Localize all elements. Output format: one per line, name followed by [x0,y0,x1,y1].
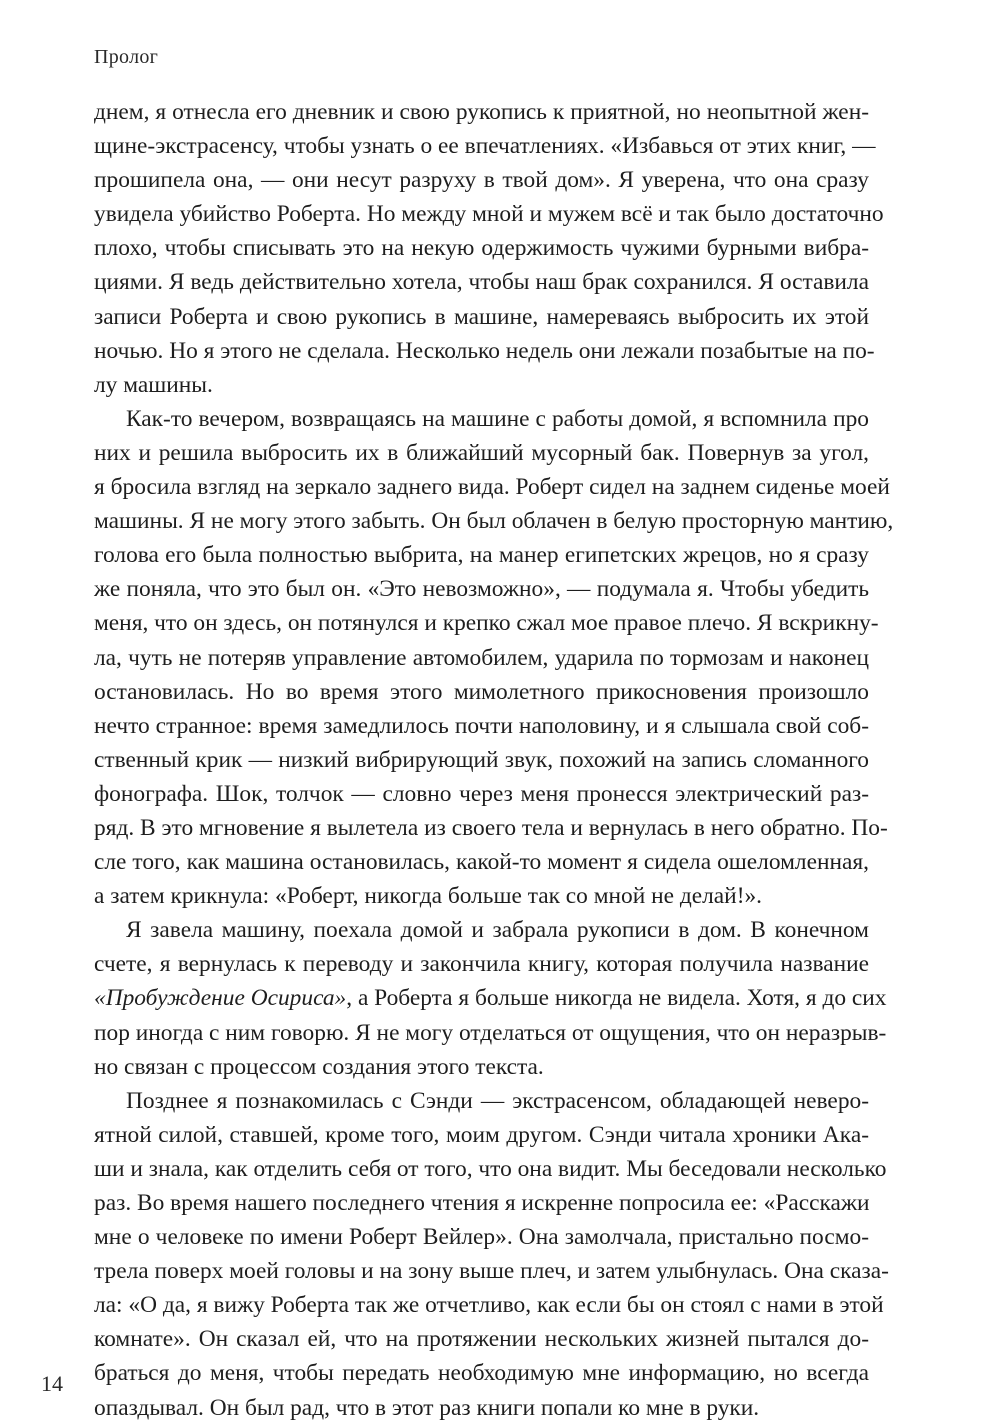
text-line: ряд. В это мгновение я вылетела из своего тела и вернулась в него обратно. По- [94,814,888,841]
page-number: 14 [41,1371,63,1396]
body-text [94,95,894,1425]
text-line: машины. Я не могу этого забыть. Он был облачен в белую просторную мантию, [94,508,894,535]
paragraph [94,95,884,402]
text-line: ятной силой, ставшей, кроме того, моим другом. Сэнди читала хроники Ака- [94,1121,869,1148]
paragraph [94,1084,889,1425]
text-line: ши и знала, как отделить себя от того, что она видит. Мы беседовали несколько [94,1155,887,1182]
text-line: записи Роберта и свою рукопись в машине, намереваясь выбросить их этой [94,303,869,330]
text-line: Я завела машину, поехала домой и забрала рукописи в дом. В конечном [126,917,869,944]
paragraph [94,402,894,913]
text-line: щине-экстрасенсу, чтобы узнать о ее впечатлениях. «Избавься от этих книг, — [94,133,876,160]
text-line: но связан с процессом создания этого текста. [94,1053,544,1080]
text-line: Позднее я познакомилась с Сэнди — экстрасенсом, обладающей неверо- [126,1087,869,1114]
text-line: них и решила выбросить их в ближайший мусорный бак. Повернув за угол, [94,439,869,466]
text-line: остановилась. Но во время этого мимолетного прикосновения произошло [94,678,869,705]
text-line: увидела убийство Роберта. Но между мной и мужем всё и так было достаточно [94,201,884,228]
running-head: Пролог [94,46,159,68]
text-line: я бросила взгляд на зеркало заднего вида. Роберт сидел на заднем сиденье моей [94,474,890,501]
text-line: Как-то вечером, возвращаясь на машине с работы домой, я вспомнила про [126,405,869,432]
text-line: меня, что он здесь, он потянулся и крепко сжал мое правое плечо. Я вскрикну- [94,610,879,637]
text-line: «Пробуждение Осириса», а Роберта я больше никогда не видела. Хотя, я до сих [94,985,887,1012]
text-line: опаздывал. Он был рад, что в этот раз книги попали ко мне в руки. [94,1394,760,1421]
text-line: прошипела она, — они несут разруху в твой дом». Я уверена, что она сразу [94,167,869,194]
text-line: ла: «О да, я вижу Роберта так же отчетливо, как если бы он стоял с нами в этой [94,1292,884,1319]
text-line: ночью. Но я этого не сделала. Несколько недель они лежали позабытые на по- [94,337,875,364]
text-line: нечто странное: время замедлилось почти наполовину, и я слышала свой соб- [94,712,869,739]
text-line: браться до меня, чтобы передать необходимую мне информацию, но всегда [94,1360,869,1387]
text-line: фонографа. Шок, толчок — словно через меня пронесся электрический раз- [94,780,869,807]
text-line: а затем крикнула: «Роберт, никогда больше так со мной не делай!». [94,883,763,910]
text-line: счете, я вернулась к переводу и закончила книгу, которая получила название [94,951,869,978]
text-line: мне о человеке по имени Роберт Вейлер». Она замолчала, пристально посмо- [94,1224,869,1251]
text-line: трела поверх моей головы и на зону выше плеч, и затем улыбнулась. Она сказа- [94,1258,889,1285]
paragraph [94,913,887,1083]
text-line: пор иногда с ним говорю. Я не могу отделаться от ощущения, что он неразрыв- [94,1019,887,1046]
text-line: же поняла, что это был он. «Это невозможно», — подумала я. Чтобы убедить [94,576,869,603]
text-line: ственный крик — низкий вибрирующий звук, похожий на запись сломанного [94,746,869,773]
text-line: ла, чуть не потеряв управление автомобилем, ударила по тормозам и наконец [94,644,869,671]
text-line: лу машины. [94,371,213,398]
text-line: сле того, как машина остановилась, какой-то момент я сидела ошеломленная, [94,849,869,876]
text-line: раз. Во время нашего последнего чтения я искренне попросила ее: «Расскажи [94,1190,870,1216]
text-line: голова его была полностью выбрита, на манер египетских жрецов, но я сразу [94,542,869,569]
text-line: комнате». Он сказал ей, что на протяжении нескольких жизней пытался до- [94,1326,869,1353]
text-line: днем, я отнесла его дневник и свою рукопись к приятной, но неопытной жен- [94,99,869,125]
text-line: циями. Я ведь действительно хотела, чтобы наш брак сохранился. Я оставила [94,269,869,296]
text-line: плохо, чтобы списывать это на некую одержимость чужими бурными вибра- [94,235,869,262]
book-title: «Пробуждение Осириса» [94,985,347,1012]
